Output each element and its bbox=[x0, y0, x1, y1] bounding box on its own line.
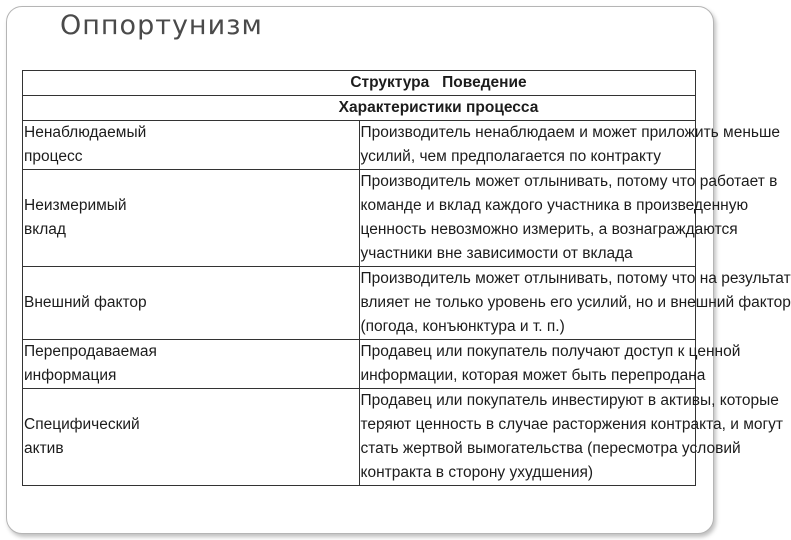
table-cell-structure bbox=[23, 267, 360, 340]
table-cell-structure bbox=[23, 170, 360, 267]
table-header-row-1 bbox=[23, 71, 696, 96]
table-cell-description bbox=[359, 389, 783, 486]
table-row bbox=[23, 389, 696, 486]
cell-line: влияет не только уровень его усилий, но и внешний фактор bbox=[360, 294, 791, 311]
cell-line: теряют ценность в случае расторжения контракта, и могут bbox=[360, 416, 783, 433]
header-structure-behavior: Структура Поведение bbox=[350, 74, 527, 91]
cell-line: Производитель ненаблюдаем и может приложить меньше bbox=[360, 124, 781, 141]
table-row bbox=[23, 267, 696, 340]
table-cell-structure bbox=[23, 389, 360, 486]
table-row bbox=[23, 340, 696, 389]
table-header-row-2 bbox=[23, 96, 696, 121]
table-cell-structure bbox=[23, 121, 360, 170]
cell-line: (погода, конъюнктура и т. п.) bbox=[360, 318, 565, 335]
opportunism-table bbox=[22, 70, 791, 486]
cell-line: информации, которая может быть перепродана bbox=[360, 367, 706, 384]
table-cell-description bbox=[359, 267, 791, 340]
table-row bbox=[23, 170, 696, 267]
table-header-cell-1 bbox=[23, 71, 696, 96]
cell-line: Ненаблюдаемый bbox=[24, 124, 147, 141]
cell-line: Перепродаваемая bbox=[24, 343, 157, 360]
table-cell-description bbox=[359, 340, 741, 389]
cell-line: актив bbox=[24, 440, 64, 457]
cell-line: усилий, чем предполагается по контракту bbox=[360, 148, 661, 165]
cell-line: команде и вклад каждого участника в произведенную bbox=[360, 197, 749, 214]
table-cell-structure bbox=[23, 340, 360, 389]
cell-line: процесс bbox=[24, 148, 83, 165]
table-cell-description bbox=[359, 170, 778, 267]
cell-line: Неизмеримый bbox=[24, 197, 127, 214]
cell-line: Производитель может отлынивать, потому что работает в bbox=[360, 173, 778, 190]
header-process-characteristics: Характеристики процесса bbox=[338, 99, 539, 116]
slide-title: Оппортунизм bbox=[60, 10, 263, 41]
cell-line: Внешний фактор bbox=[24, 294, 147, 311]
cell-line: информация bbox=[24, 367, 117, 384]
cell-line: Специфический bbox=[24, 416, 140, 433]
cell-line: контракта в сторону ухудшения) bbox=[360, 464, 594, 481]
table-header-cell-2 bbox=[23, 96, 696, 121]
cell-line: вклад bbox=[24, 221, 66, 238]
cell-line: Продавец или покупатель получают доступ к ценной bbox=[360, 343, 741, 360]
table-cell-description bbox=[359, 121, 781, 170]
cell-line: ценность невозможно измерить, а вознаграждаются bbox=[360, 221, 738, 238]
cell-line: Продавец или покупатель инвестируют в активы, которые bbox=[360, 392, 779, 409]
cell-line: стать жертвой вымогательства (пересмотра условий bbox=[360, 440, 741, 457]
cell-line: участники вне зависимости от вклада bbox=[360, 245, 633, 262]
cell-line: Производитель может отлынивать, потому что на результат bbox=[360, 270, 791, 287]
table-row bbox=[23, 121, 696, 170]
